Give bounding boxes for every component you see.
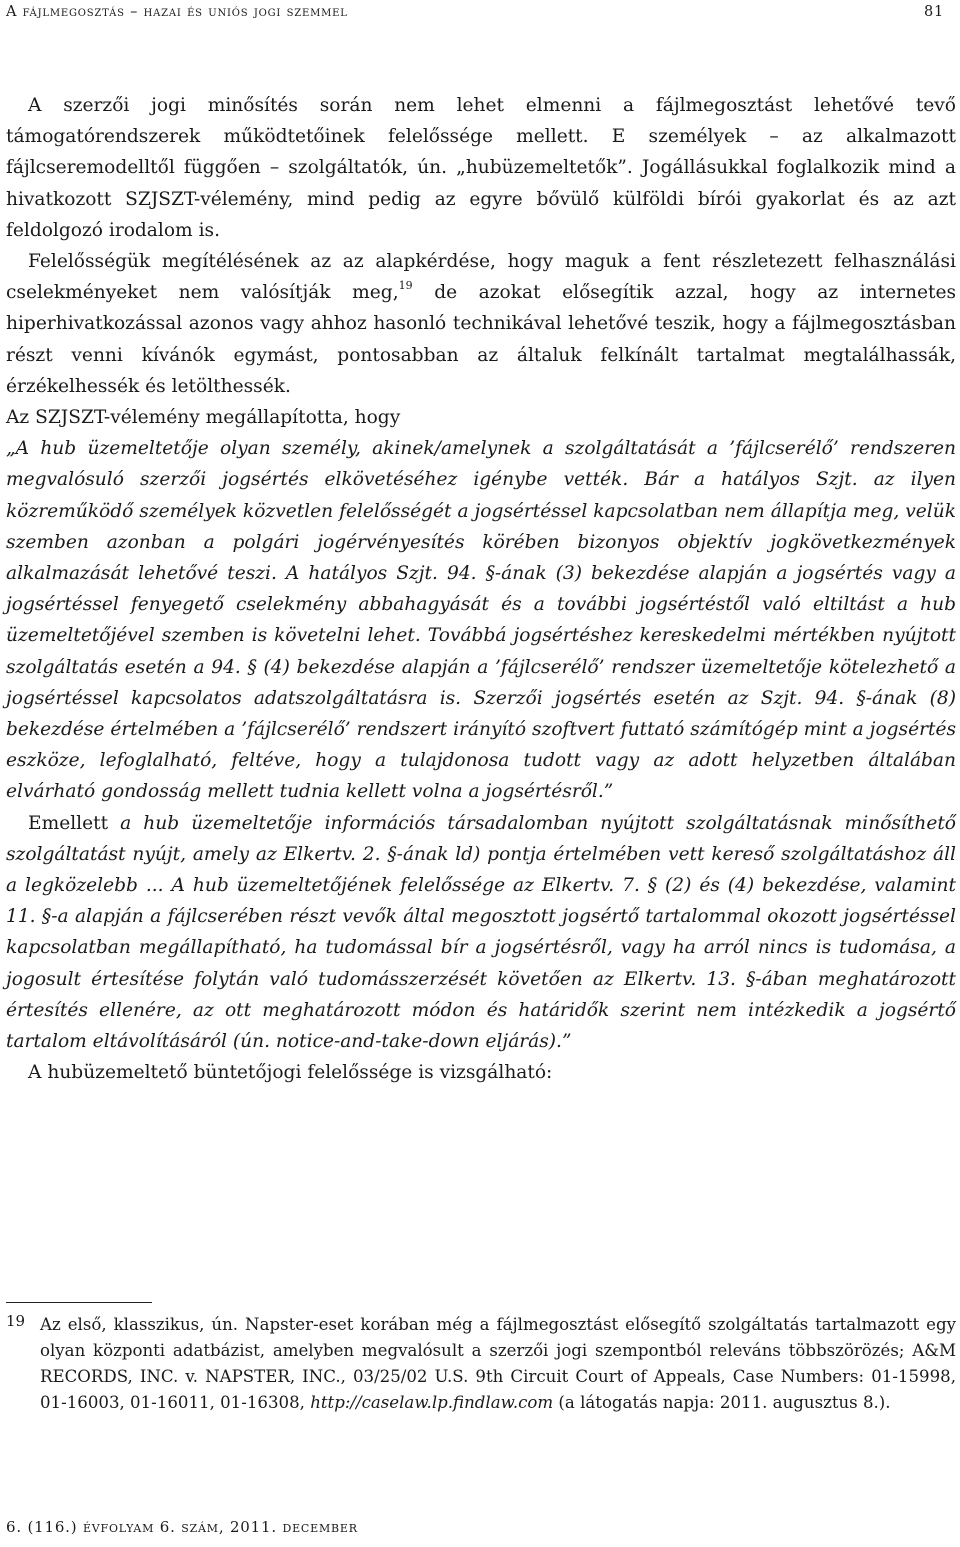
paragraph-liability bbox=[6, 246, 956, 402]
footnote-url-link[interactable]: http://caselaw.lp.findlaw.com bbox=[310, 1393, 554, 1412]
footnote-text bbox=[40, 1312, 956, 1416]
paragraph-liability-text-a: Felelősségük megítélésének az az alapkérdése, hogy maguk a fent részletezett felhasználási cselekményeket nem valósítják meg, bbox=[6, 251, 956, 304]
footnote bbox=[6, 1312, 956, 1416]
footnote-reference[interactable]: 19 bbox=[398, 279, 413, 293]
quote-block: „A hub üzemeltetője olyan személy, akinek/amelynek a szolgáltatását a ’fájlcserélő’ rendszeren megvalósuló szerzői jogsértés elkövetéséhez igénybe vették. Bár a hatályos Szjt. az ilyen közreműködő személyek közvetlen felelősségét a jogsértéssel kapcsolatban nem állapítja meg, velük szemben azonban a polgári jogérvényesítés körében bizonyos objektív jogkövetkezmények alkalmazását lehetővé teszi. A hatályos Szjt. 94. §-ának (3) bekezdése alapján a jogsértés vagy a jogsértéssel fenyegető cselekmény abbahagyását és a további jogsértéstől való eltiltást a hub üzemeltetőjével szemben is követelni lehet. Továbbá jogsértéshez kereskedelmi mértékben nyújtott szolgáltatás esetén a 94. § (4) bekezdése alapján a ’fájlcserélő’ rendszer üzemeltetője kötelezhető a jogsértéssel kapcsolatos adatszolgáltatásra is. Szerzői jogsértés esetén az Szjt. 94. §-ának (8) bekezdése értelmében a ’fájlcserélő’ rendszert irányító szoftvert futtató számítógép mint a jogsértés eszköze, lefoglalható, feltéve, hogy a tulajdonosa tudott vagy az adott helyzetben általában elvárható gondosság mellett tudnia kellett volna a jogsértésről.” bbox=[6, 438, 956, 803]
emellett-quote-text: a hub üzemeltetője információs társadalomban nyújtott szolgáltatásnak minősíthető szolgáltatást nyújt, amely az Elkertv. 2. §-ának ld) pontja értelmében vett kereső szolgáltatáshoz áll a legközelebb ... A hub üzemeltetőjének felelőssége az Elkertv. 7. § (2) és (4) bekezdése, valamint 11. §-a alapján a fájlcserében részt vevők által megosztott jogsértő tartalommal okozott jogsértéssel kapcsolatban megállapítható, ha tudomással bír a jogsértésről, vagy ha arról nincs is tudomása, a jogosult értesítése folytán való tudomásszerzését követően az Elkertv. 13. §-ában meghatározott értesítés ellenére, az ott meghatározott módon és határidők szerint nem intézkedik a jogsértő tartalom eltávolításáról (ún. notice-and-take-down eljárás).” bbox=[6, 812, 956, 1053]
paragraph-criminal-liability: A hubüzemeltető büntetőjogi felelőssége is vizsgálható: bbox=[28, 1062, 553, 1084]
emellett-lead-word: Emellett bbox=[28, 812, 109, 834]
footnote-divider bbox=[6, 1302, 152, 1303]
paragraph-intro: A szerzői jogi minősítés során nem lehet elmenni a fájlmegosztást lehetővé tevő támogatórendszerek működtetőinek felelőssége mellett. E személyek – az alkalmazott fájlcseremodelltől függően – szolgáltatók, ún. „hubüzemeltetők”. Jogállásukkal foglalkozik mind a hivatkozott SZJSZT-vélemény, mind pedig az egyre bővülő külföldi bírói gyakorlat és az azt feldolgozó irodalom is. bbox=[6, 95, 956, 241]
page-number: 81 bbox=[923, 4, 944, 20]
footnote-text-a: Az első, klasszikus, ún. Napster-eset korában még a fájlmegosztást elősegítő szolgáltatás tartalmazott egy olyan központi adatbázist, amelyben megvalósult a szerzői jogi szempontból releváns többszörözés; A&M RECORDS, INC. v. NAPSTER, INC., 03/25/02 U.S. 9th Circuit Court of Appeals, Case Numbers: 01-15998, 01-16003, 01-16011, 01-16308, bbox=[40, 1315, 956, 1412]
running-title: A fájlmegosztás – hazai és uniós jogi szemmel bbox=[6, 4, 348, 20]
footnote-text-b: (a látogatás napja: 2011. augusztus 8.). bbox=[553, 1393, 891, 1412]
paragraph-liability-text-b: de azokat elősegítik azzal, hogy az internetes hiperhivatkozással azonos vagy ahhoz hasonló technikával lehetővé teszik, hogy a fájlmegosztásban részt venni kívánók egymást, pontosabban az általuk felkínált tartalmat megtalálhassák, érzékelhessék és letölthessék. bbox=[6, 282, 956, 397]
running-header bbox=[6, 4, 944, 26]
footnote-number: 19 bbox=[6, 1312, 26, 1330]
main-text bbox=[6, 90, 956, 1089]
paragraph-emellett bbox=[6, 808, 956, 1058]
running-footer: 6. (116.) évfolyam 6. szám, 2011. december bbox=[6, 1518, 358, 1536]
paragraph-szjszt-lead: Az SZJSZT-vélemény megállapította, hogy bbox=[6, 407, 401, 429]
